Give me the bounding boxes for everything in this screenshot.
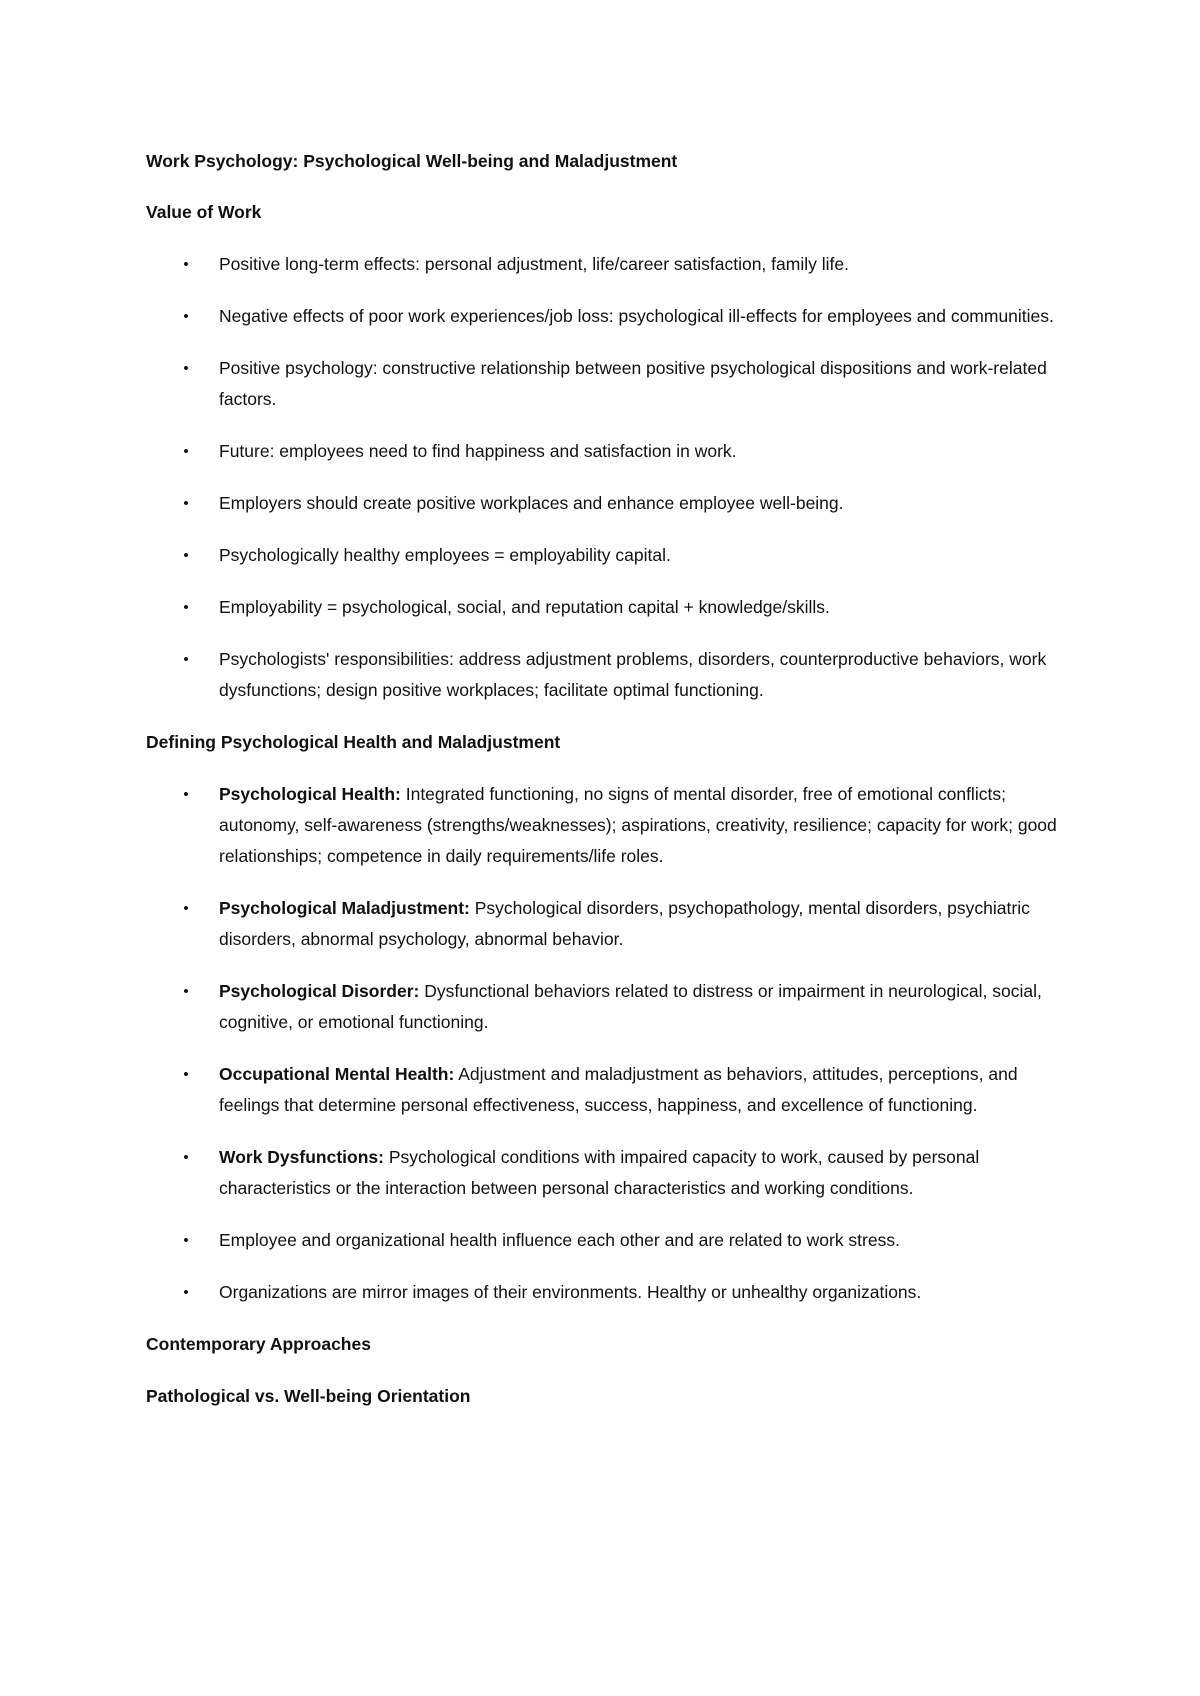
bullet-glyph: • [183, 443, 189, 460]
list-item [146, 1225, 1066, 1256]
bullet-glyph: • [183, 599, 189, 616]
bullet-glyph: • [183, 1232, 189, 1249]
bullet-text: Negative effects of poor work experiences/job loss: psychological ill-effects for employees and communities. [219, 306, 1054, 326]
section-heading: Contemporary Approaches [146, 1334, 371, 1354]
bullet-text: Integrated functioning, no signs of mental disorder, free of emotional conflicts; autonomy, self-awareness (strengths/weaknesses); aspirations, creativity, resilience; capacity for work; good relationships; competence in daily requirements/life roles. [219, 784, 1057, 866]
bullet-list [146, 249, 1066, 706]
bullet-glyph: • [183, 547, 189, 564]
list-item [146, 592, 1066, 623]
bullet-term: Work Dysfunctions: [219, 1147, 384, 1167]
bullet-text: Employability = psychological, social, and reputation capital + knowledge/skills. [219, 597, 830, 617]
list-item [146, 644, 1066, 706]
list-item [146, 353, 1066, 415]
bullet-glyph: • [183, 983, 189, 1000]
bullet-text: Positive long-term effects: personal adjustment, life/career satisfaction, family life. [219, 254, 849, 274]
section-heading: Pathological vs. Well-being Orientation [146, 1386, 471, 1406]
bullet-term: Occupational Mental Health: [219, 1064, 455, 1084]
bullet-text: Dysfunctional behaviors related to distress or impairment in neurological, social, cognitive, or emotional functioning. [219, 981, 1042, 1032]
list-item [146, 779, 1066, 872]
list-item [146, 1277, 1066, 1308]
list-item [146, 488, 1066, 519]
bullet-text: Organizations are mirror images of their environments. Healthy or unhealthy organizations. [219, 1282, 922, 1302]
bullet-text: Future: employees need to find happiness and satisfaction in work. [219, 441, 737, 461]
list-item [146, 540, 1066, 571]
bullet-glyph: • [183, 256, 189, 273]
bullet-glyph: • [183, 1066, 189, 1083]
list-item [146, 436, 1066, 467]
bullet-text: Employee and organizational health influence each other and are related to work stress. [219, 1230, 900, 1250]
list-item [146, 1059, 1066, 1121]
section-heading: Value of Work [146, 202, 262, 222]
section-heading: Defining Psychological Health and Maladjustment [146, 732, 561, 752]
bullet-term: Psychological Maladjustment: [219, 898, 470, 918]
bullet-term: Psychological Health: [219, 784, 401, 804]
bullet-text: Psychological conditions with impaired capacity to work, caused by personal characteristics or the interaction between personal characteristics and working conditions. [219, 1147, 980, 1198]
bullet-text: Psychological disorders, psychopathology, mental disorders, psychiatric disorders, abnormal psychology, abnormal behavior. [219, 898, 1030, 949]
bullet-glyph: • [183, 786, 189, 803]
list-item [146, 301, 1066, 332]
bullet-term: Psychological Disorder: [219, 981, 420, 1001]
document-title: Work Psychology: Psychological Well-being and Maladjustment [146, 151, 678, 171]
list-item [146, 249, 1066, 280]
document-page [146, 146, 1066, 1433]
bullet-glyph: • [183, 651, 189, 668]
bullet-text: Psychologically healthy employees = employability capital. [219, 545, 671, 565]
bullet-glyph: • [183, 1284, 189, 1301]
list-item [146, 1142, 1066, 1204]
bullet-glyph: • [183, 495, 189, 512]
bullet-glyph: • [183, 1149, 189, 1166]
bullet-list [146, 779, 1066, 1308]
document-body [146, 197, 1066, 1412]
bullet-text: Positive psychology: constructive relationship between positive psychological dispositions and work-related factors. [219, 358, 1047, 409]
bullet-text: Employers should create positive workplaces and enhance employee well-being. [219, 493, 844, 513]
bullet-glyph: • [183, 360, 189, 377]
bullet-text: Adjustment and maladjustment as behaviors, attitudes, perceptions, and feelings that determine personal effectiveness, success, happiness, and excellence of functioning. [219, 1064, 1018, 1115]
bullet-text: Psychologists' responsibilities: address adjustment problems, disorders, counterproductive behaviors, work dysfunctions; design positive workplaces; facilitate optimal functioning. [219, 649, 1047, 700]
list-item [146, 976, 1066, 1038]
list-item [146, 893, 1066, 955]
bullet-glyph: • [183, 308, 189, 325]
bullet-glyph: • [183, 900, 189, 917]
